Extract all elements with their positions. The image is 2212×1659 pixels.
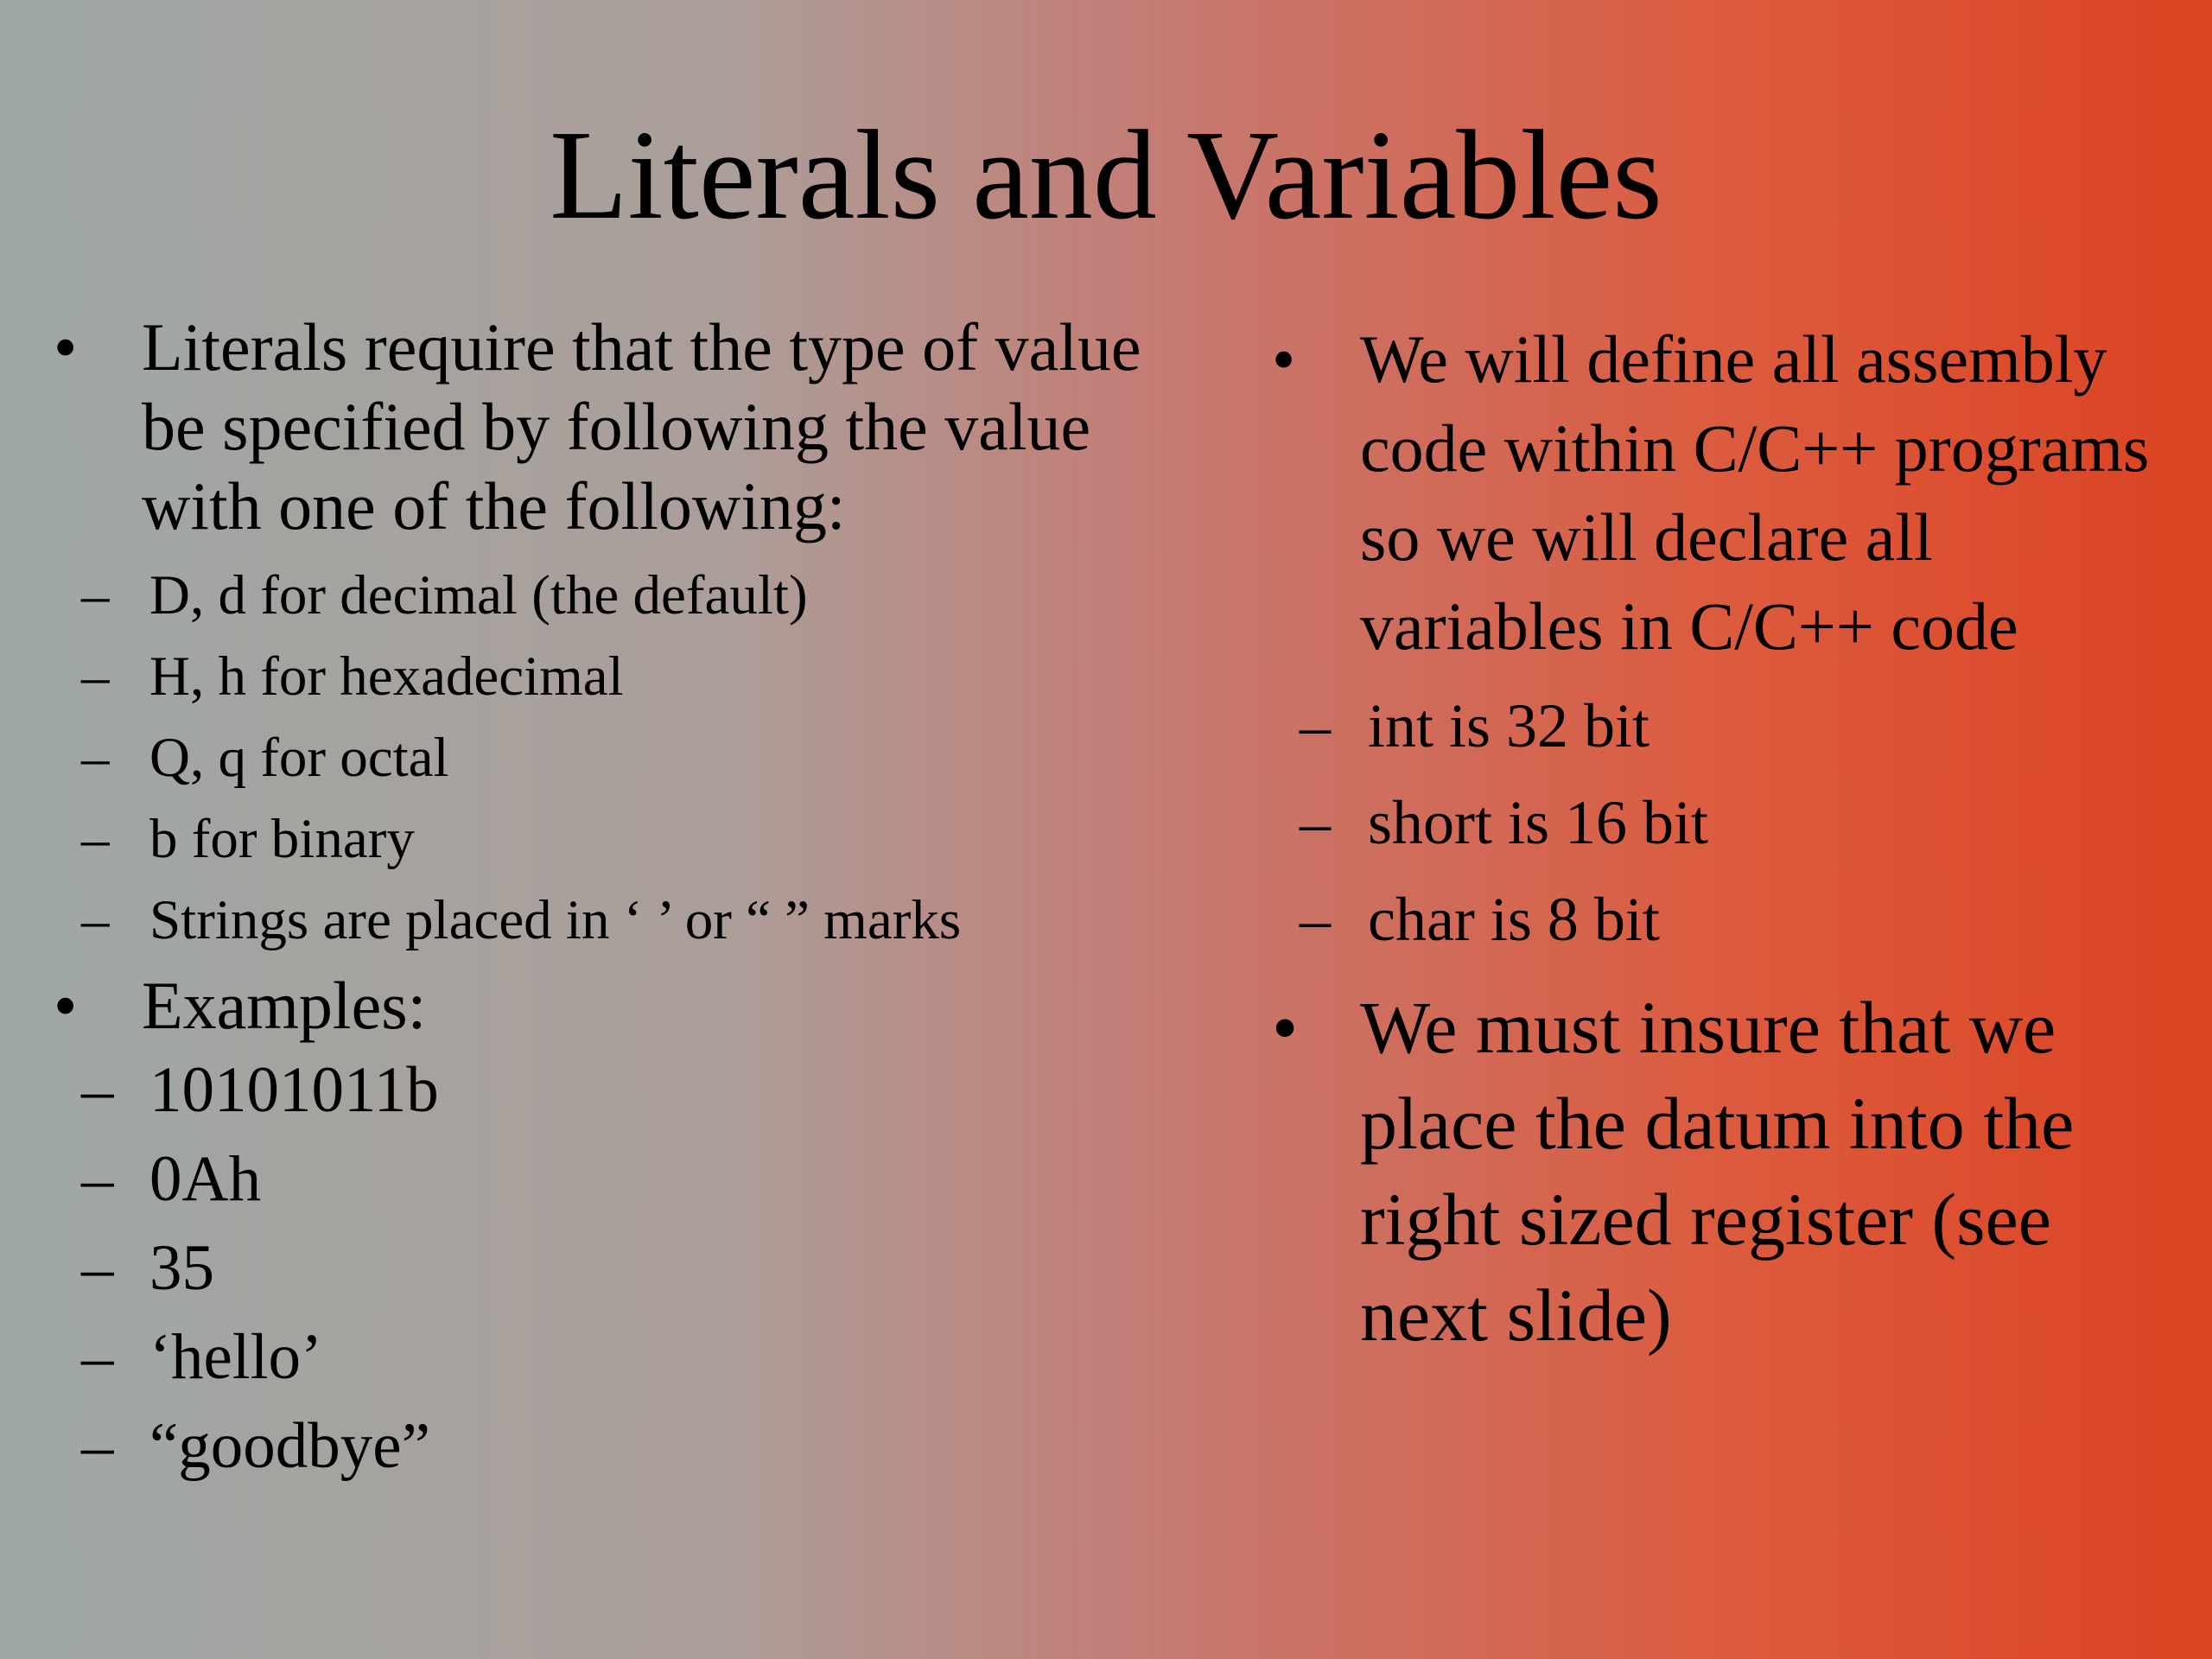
sub-item-text: D, d for decimal (the default) — [149, 564, 808, 626]
bullet-icon: • — [1272, 986, 1299, 1069]
sub-item — [54, 1046, 1211, 1135]
sub-item-text: 0Ah — [149, 1143, 262, 1215]
sub-item-text: H, h for hexadecimal — [149, 645, 624, 708]
sub-item-text: Strings are placed in ‘ ’ or “ ” marks — [149, 889, 962, 951]
dash-icon: – — [81, 1321, 114, 1393]
right-column — [1272, 315, 2188, 1363]
sub-item — [54, 717, 1211, 798]
bullet-text: Examples: — [142, 968, 427, 1043]
sub-list-types — [1300, 677, 2188, 968]
sub-item — [54, 1402, 1211, 1491]
sub-item — [54, 880, 1211, 961]
sub-item — [54, 798, 1211, 880]
bullet-examples — [54, 966, 1211, 1491]
sub-item — [1272, 871, 2188, 968]
dash-icon: – — [81, 645, 110, 708]
bullet-text: Literals require that the type of value be specified by following the value with one of the following: — [142, 309, 1141, 543]
sub-item-text: 35 — [149, 1232, 214, 1304]
sub-item-text: char is 8 bit — [1368, 885, 1660, 954]
dash-icon: – — [81, 727, 110, 789]
sub-item — [54, 636, 1211, 717]
dash-icon: – — [1300, 885, 1331, 954]
sub-list-suffixes — [81, 555, 1211, 961]
slide-title: Literals and Variables — [550, 105, 1662, 246]
dash-icon: – — [1300, 788, 1331, 857]
dash-icon: – — [81, 889, 110, 951]
sub-item-text: ‘hello’ — [149, 1321, 322, 1393]
sub-item — [54, 555, 1211, 636]
bullet-variables — [1272, 315, 2188, 968]
dash-icon: – — [81, 808, 110, 870]
sub-item — [54, 1313, 1211, 1402]
dash-icon: – — [81, 1232, 114, 1304]
sub-item-text: short is 16 bit — [1368, 788, 1709, 857]
sub-list-examples — [81, 1046, 1211, 1491]
bullet-icon: • — [54, 968, 78, 1043]
bullet-literals — [54, 308, 1211, 961]
sub-item-text: “goodbye” — [149, 1410, 430, 1482]
bullet-icon: • — [54, 309, 78, 385]
bullet-text: We will define all assembly code within C/C++ programs so we will declare all variables in C/C++ code — [1360, 321, 2150, 664]
dash-icon: – — [81, 1410, 114, 1482]
dash-icon: – — [81, 1054, 114, 1126]
sub-item-text: 10101011b — [149, 1054, 439, 1126]
sub-item — [54, 1135, 1211, 1224]
bullet-icon: • — [1272, 321, 1296, 397]
sub-item — [54, 1224, 1211, 1313]
left-column — [54, 308, 1211, 1491]
sub-item-text: Q, q for octal — [149, 727, 449, 789]
dash-icon: – — [81, 564, 110, 626]
sub-item — [1272, 677, 2188, 774]
dash-icon: – — [81, 1143, 114, 1215]
sub-item-text: b for binary — [149, 808, 415, 870]
bullet-text: We must insure that we place the datum into the right sized register (see next slide) — [1360, 986, 2075, 1357]
sub-item-text: int is 32 bit — [1368, 691, 1650, 760]
bullet-register — [1272, 980, 2188, 1363]
sub-item — [1272, 774, 2188, 871]
dash-icon: – — [1300, 691, 1331, 760]
